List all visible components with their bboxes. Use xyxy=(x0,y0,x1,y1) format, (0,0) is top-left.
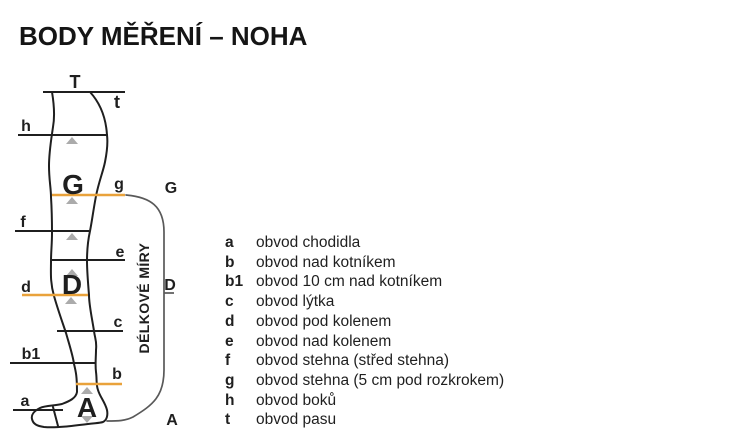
label-b: b xyxy=(112,366,122,383)
legend-row-b1 xyxy=(225,272,555,292)
legend-key: b1 xyxy=(225,273,244,291)
bracket-label-A: A xyxy=(166,412,178,429)
legend-key: a xyxy=(225,234,234,251)
label-f: f xyxy=(20,214,26,231)
legend-text: obvod pod kolenem xyxy=(256,312,392,330)
legend-row-f xyxy=(225,351,555,371)
label-t: t xyxy=(114,92,120,112)
legend-key: d xyxy=(225,312,235,330)
legend-text: obvod pasu xyxy=(256,411,337,429)
page-title: BODY MĚŘENÍ – NOHA xyxy=(19,21,308,51)
label-d: d xyxy=(21,279,31,296)
legend-key: c xyxy=(225,293,234,311)
label-h: h xyxy=(21,118,31,135)
legend xyxy=(225,233,555,430)
legend-key: f xyxy=(225,352,231,370)
legend-text: obvod nad kotníkem xyxy=(256,253,396,271)
legend-text: obvod stehna (5 cm pod rozkrokem) xyxy=(256,371,505,389)
leg-diagram xyxy=(0,60,210,441)
legend-row-t xyxy=(225,410,555,430)
marker-triangle-h xyxy=(66,137,78,144)
label-e: e xyxy=(115,244,125,261)
legend-row-h xyxy=(225,391,555,411)
legend-key: g xyxy=(225,371,235,389)
legend-row-e xyxy=(225,332,555,352)
label-g: g xyxy=(114,176,124,193)
bracket-label-G: G xyxy=(164,180,178,197)
legend-text: obvod lýtka xyxy=(256,293,335,311)
legend-text: obvod 10 cm nad kotníkem xyxy=(256,273,443,291)
marker-triangle-f xyxy=(66,233,78,240)
legend-row-c xyxy=(225,292,555,312)
label-b1: b1 xyxy=(21,346,41,363)
legend-text: obvod stehna (střed stehna) xyxy=(256,352,450,370)
legend-text: obvod boků xyxy=(256,391,337,409)
legend-key: t xyxy=(225,411,231,429)
label-G: G xyxy=(62,169,84,200)
legend-text: obvod chodidla xyxy=(256,234,361,251)
legend-row-b xyxy=(225,253,555,273)
label-c: c xyxy=(113,314,123,331)
legend-row-g xyxy=(225,371,555,391)
legend-text: obvod nad kolenem xyxy=(256,332,392,350)
legend-row-a xyxy=(225,233,555,253)
label-T: T xyxy=(69,72,81,92)
legend-row-d xyxy=(225,312,555,332)
legend-key: h xyxy=(225,391,235,409)
label-D: D xyxy=(61,269,83,300)
bracket-label-D: D xyxy=(164,277,176,294)
label-A: A xyxy=(76,392,98,423)
label-a: a xyxy=(20,393,30,410)
length-measures-axis-label: DÉLKOVÉ MÍRY xyxy=(136,242,152,354)
legend-key: b xyxy=(225,253,235,271)
legend-key: e xyxy=(225,332,234,350)
